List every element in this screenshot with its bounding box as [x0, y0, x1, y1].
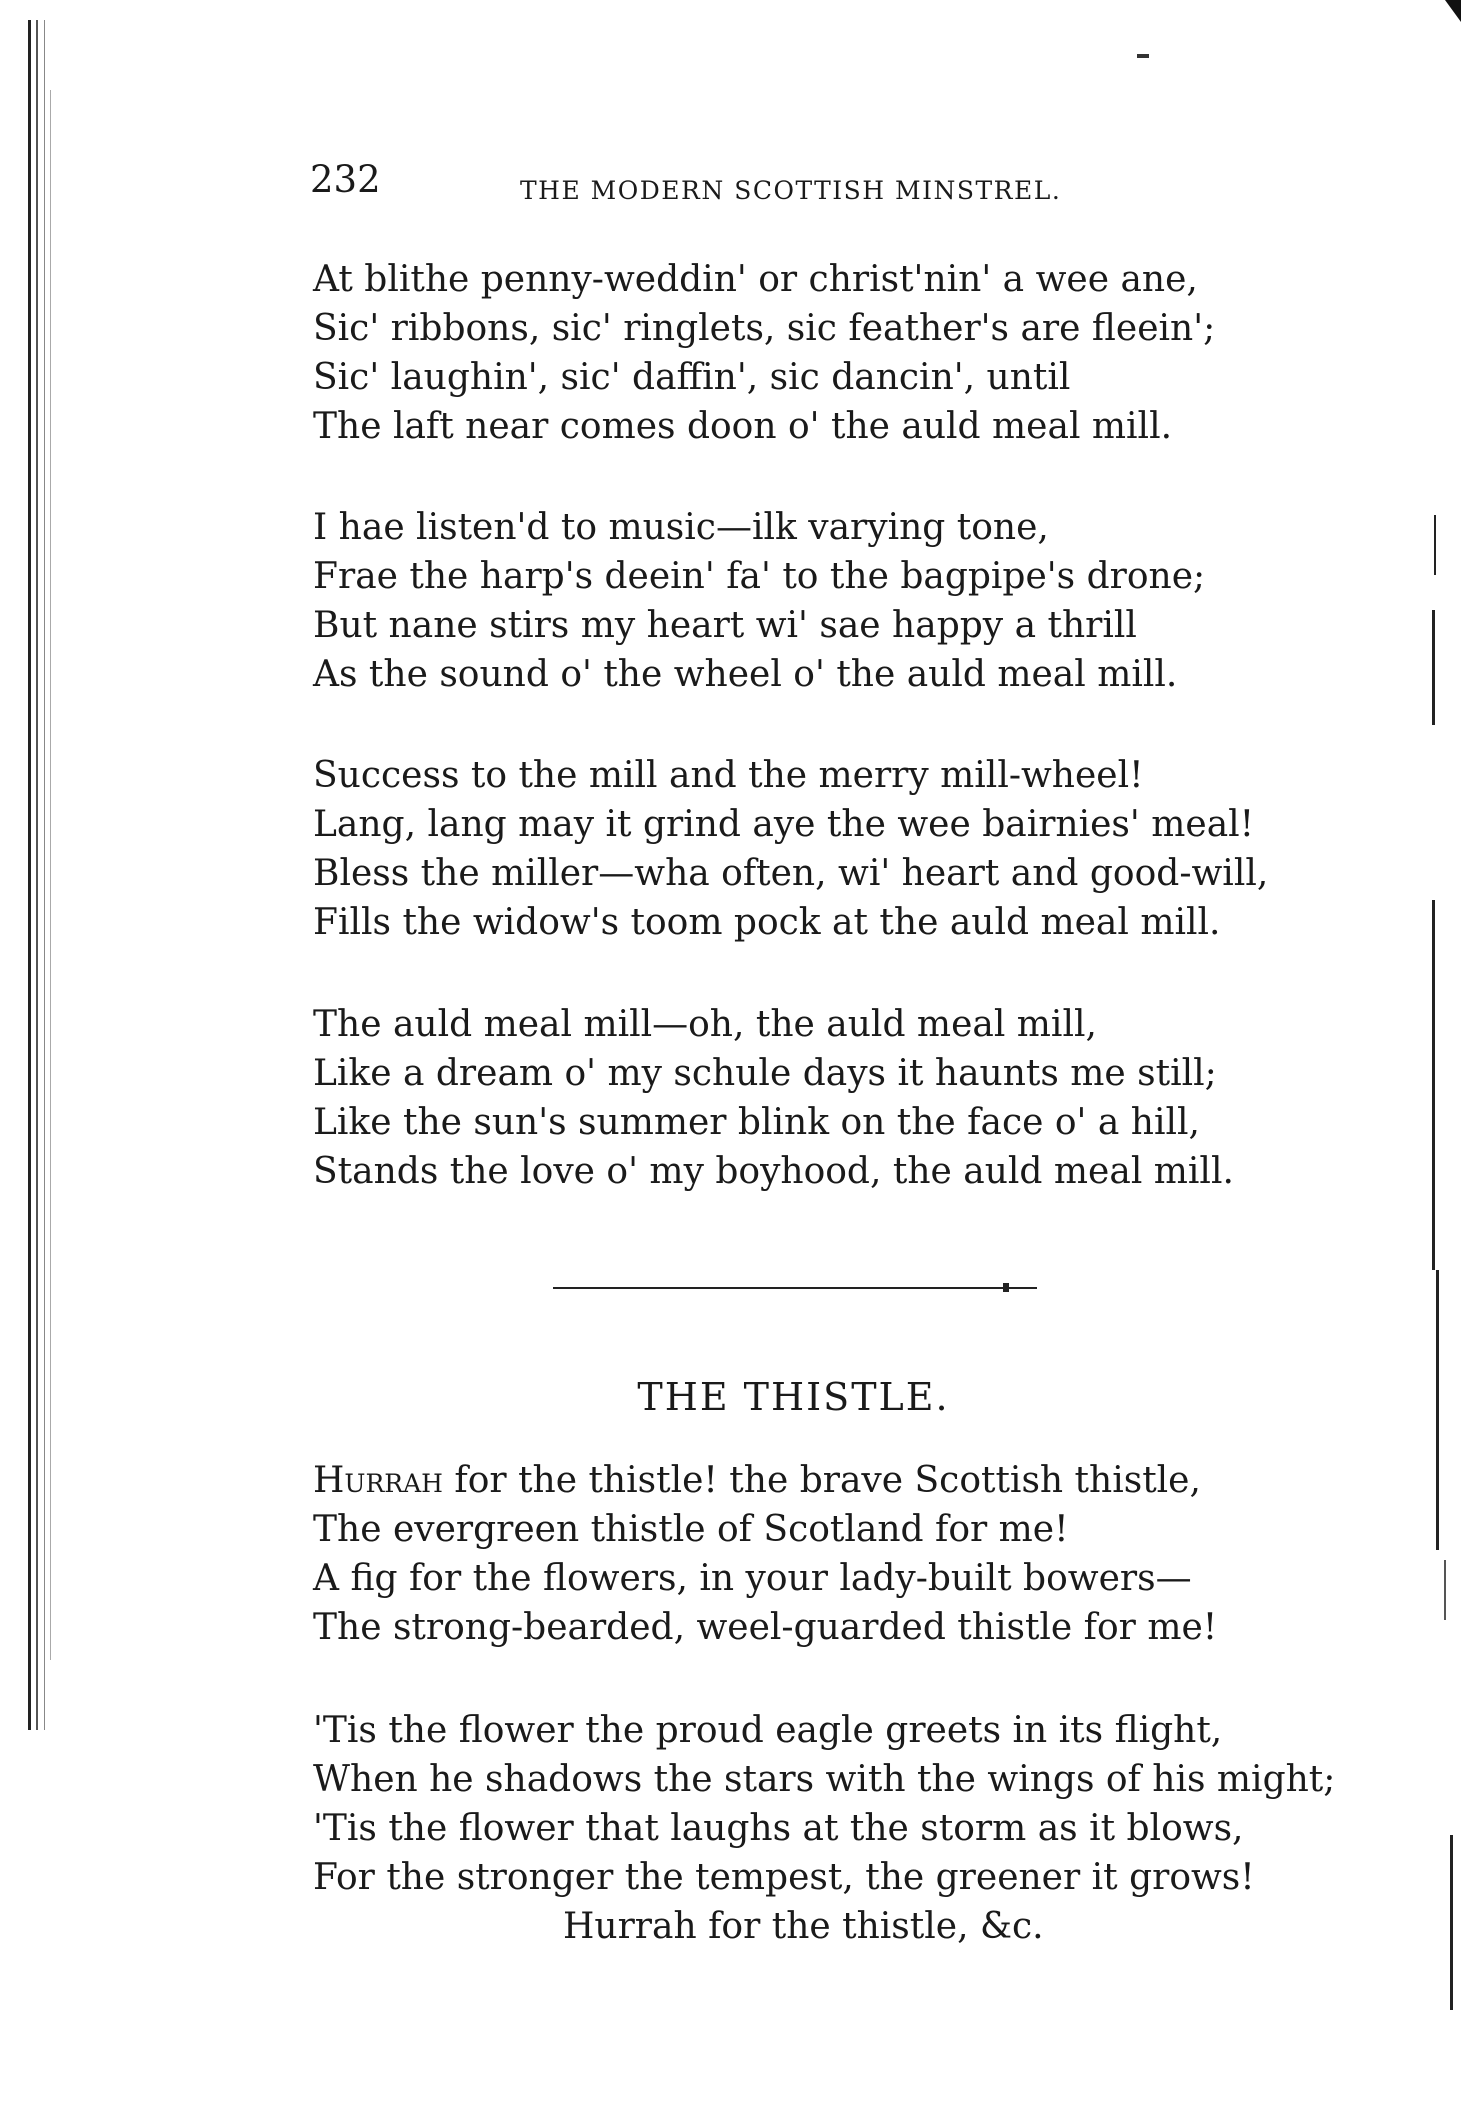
stanza — [313, 1706, 1335, 1951]
drop-word: Hurrah — [313, 1460, 443, 1501]
page-edge-mark — [1450, 1835, 1453, 2010]
stanza — [313, 751, 1268, 947]
verse-line: A fig for the flowers, in your lady-built bowers— — [313, 1558, 1192, 1599]
verse-line: 'Tis the flower the proud eagle greets in its flight, — [313, 1710, 1223, 1751]
page-edge-mark — [1444, 1560, 1446, 1620]
binding-edge — [28, 20, 31, 1730]
poem-title: THE THISTLE. — [637, 1375, 950, 1419]
verse-line: I hae listen'd to music—ilk varying tone, — [313, 507, 1049, 548]
verse-line-rest: for the thistle! the brave Scottish thistle, — [442, 1460, 1201, 1501]
page-edge-mark — [1432, 610, 1435, 725]
stanza — [313, 1000, 1234, 1196]
verse-line: When he shadows the stars with the wings of his might; — [313, 1759, 1336, 1800]
page-edge-mark — [1434, 515, 1436, 575]
stanza — [313, 1456, 1217, 1652]
verse-line: Frae the harp's deein' fa' to the bagpipe's drone; — [313, 556, 1206, 597]
section-divider — [553, 1287, 1037, 1289]
binding-edge — [44, 20, 45, 1730]
running-title: THE MODERN SCOTTISH MINSTREL. — [520, 176, 1062, 205]
verse-line: The strong-bearded, weel-guarded thistle for me! — [313, 1607, 1218, 1648]
verse-line: But nane stirs my heart wi' sae happy a thrill — [313, 605, 1137, 646]
verse-line: Like a dream o' my schule days it haunts me still; — [313, 1053, 1217, 1094]
verse-line: The evergreen thistle of Scotland for me! — [313, 1509, 1069, 1550]
verse-line: Fills the widow's toom pock at the auld meal mill. — [313, 902, 1221, 943]
scan-speck — [1137, 54, 1149, 58]
stanza — [313, 255, 1215, 451]
divider-ornament — [1003, 1283, 1009, 1292]
verse-line: Bless the miller—wha often, wi' heart and good-will, — [313, 853, 1269, 894]
verse-line: 'Tis the flower that laughs at the storm as it blows, — [313, 1808, 1244, 1849]
verse-line: The auld meal mill—oh, the auld meal mill, — [313, 1004, 1097, 1045]
stanza — [313, 503, 1205, 699]
verse-line: Sic' ribbons, sic' ringlets, sic feather's are fleein'; — [313, 308, 1216, 349]
page-edge-mark — [1432, 900, 1435, 1270]
verse-line: For the stronger the tempest, the greener it grows! — [313, 1857, 1255, 1898]
binding-edge — [50, 90, 51, 1660]
corner-mark — [1445, 0, 1461, 22]
verse-line: The laft near comes doon o' the auld meal mill. — [313, 406, 1173, 447]
refrain-line: Hurrah for the thistle, &c. — [563, 1906, 1044, 1947]
page-number: 232 — [310, 158, 381, 201]
verse-line: Sic' laughin', sic' daffin', sic dancin', until — [313, 357, 1071, 398]
binding-edge — [36, 20, 38, 1730]
verse-line: Success to the mill and the merry mill-wheel! — [313, 755, 1144, 796]
verse-line: Like the sun's summer blink on the face o' a hill, — [313, 1102, 1200, 1143]
verse-line: As the sound o' the wheel o' the auld meal mill. — [313, 654, 1178, 695]
verse-line — [313, 1456, 1217, 1505]
page-header — [310, 158, 1130, 218]
verse-line: Lang, lang may it grind aye the wee bairnies' meal! — [313, 804, 1255, 845]
verse-line: At blithe penny-weddin' or christ'nin' a wee ane, — [313, 259, 1198, 300]
verse-line: Stands the love o' my boyhood, the auld meal mill. — [313, 1151, 1234, 1192]
